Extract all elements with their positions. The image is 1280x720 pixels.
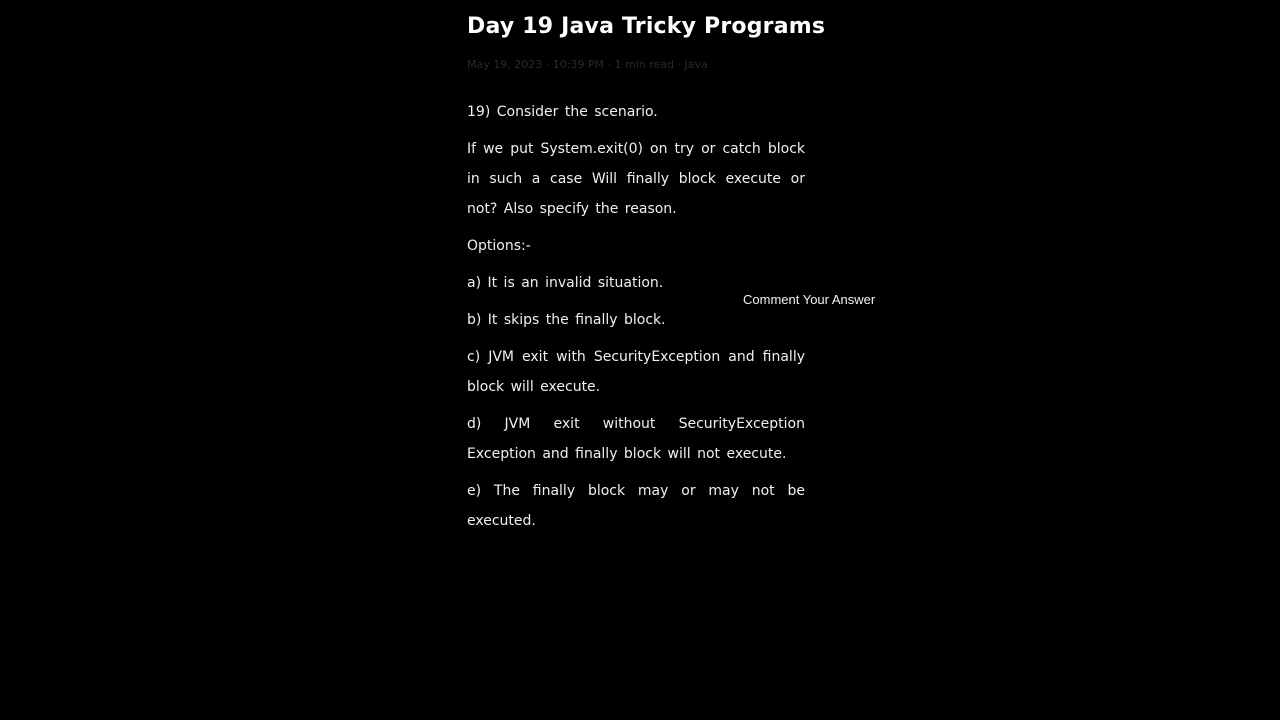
comment-your-answer-button[interactable]: Comment Your Answer <box>740 290 878 309</box>
post-meta: May 19, 2023 · 10:39 PM · 1 min read · Java <box>467 58 708 71</box>
option-e: e) The finally block may or may not be executed. <box>467 483 805 529</box>
option-c: c) JVM exit with SecurityException and finally block will execute. <box>467 349 805 395</box>
post-body <box>467 97 805 543</box>
option-d: d) JVM exit without SecurityException Exception and finally block will not execute. <box>467 416 805 462</box>
question-intro: 19) Consider the scenario. <box>467 104 658 120</box>
option-b: b) It skips the finally block. <box>467 312 666 328</box>
question-text: If we put System.exit(0) on try or catch block in such a case Will finally block execute or not? Also specify the reason. <box>467 141 805 217</box>
option-a: a) It is an invalid situation. <box>467 275 664 291</box>
options-heading: Options:- <box>467 238 531 254</box>
post-title: Day 19 Java Tricky Programs <box>467 14 826 39</box>
